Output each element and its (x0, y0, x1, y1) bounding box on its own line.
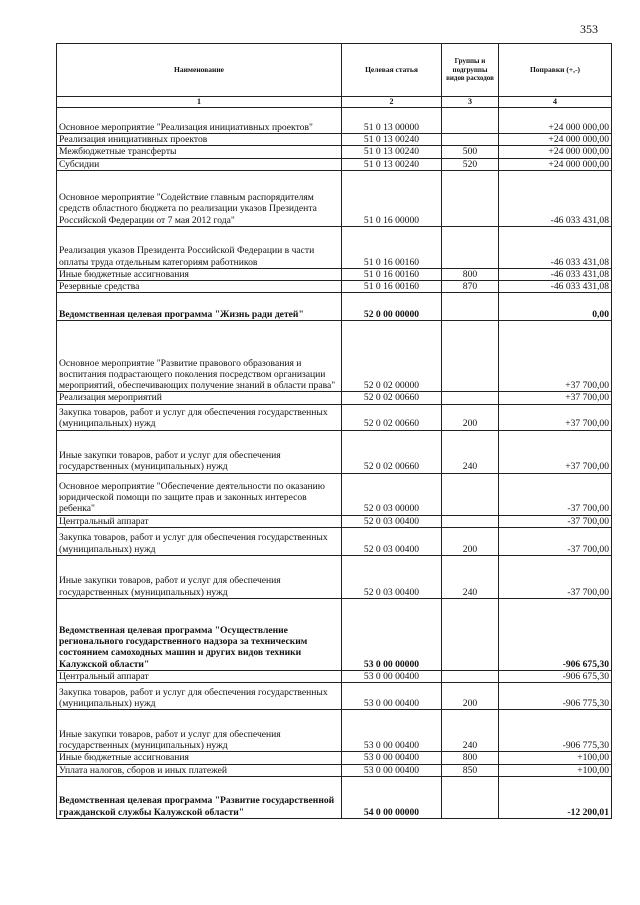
row-amendment-cell: +37 700,00 (499, 404, 612, 430)
row-target-article-cell: 52 0 03 00400 (342, 528, 442, 556)
row-expense-group-cell (442, 108, 499, 134)
row-expense-group-cell (442, 515, 499, 527)
row-expense-group-cell (442, 293, 499, 321)
row-target-article-cell: 51 0 13 00240 (342, 134, 442, 146)
row-target-article-cell: 53 0 00 00400 (342, 683, 442, 710)
row-expense-group-cell (442, 134, 499, 146)
row-name-cell: Основное мероприятие "Реализация инициативных проектов" (57, 108, 342, 134)
row-target-article-cell: 52 0 02 00660 (342, 392, 442, 404)
column-number: 2 (342, 97, 442, 108)
row-target-article-cell: 53 0 00 00400 (342, 752, 442, 764)
row-name-cell: Основное мероприятие "Обеспечение деятельности по оказанию юридической помощи по защите прав и законных интересов ребенка" (57, 473, 342, 515)
row-target-article-cell: 51 0 13 00240 (342, 146, 442, 158)
row-name-cell: Закупка товаров, работ и услуг для обеспечения государственных (муниципальных) нужд (57, 528, 342, 556)
table-row (57, 430, 612, 473)
budget-amendments-table (56, 43, 612, 819)
row-name-cell: Ведомственная целевая программа "Осуществление регионального государственного надзора за техническим состоянием самоходных машин и других видов техники Калужской области" (57, 599, 342, 671)
column-number: 4 (499, 97, 612, 108)
row-amendment-cell: -46 033 431,08 (499, 226, 612, 268)
row-amendment-cell: -37 700,00 (499, 528, 612, 556)
row-amendment-cell: -37 700,00 (499, 556, 612, 599)
row-target-article-cell: 51 0 13 00000 (342, 108, 442, 134)
row-name-cell: Центральный аппарат (57, 515, 342, 527)
row-amendment-cell: -906 675,30 (499, 599, 612, 671)
row-name-cell: Ведомственная целевая программа "Жизнь ради детей" (57, 293, 342, 321)
row-name-cell: Ведомственная целевая программа "Развитие государственной гражданской службы Калужской области" (57, 776, 342, 818)
table-row (57, 134, 612, 146)
row-name-cell: Основное мероприятие "Содействие главным распорядителям средств областного бюджета по реализации указов Президента Российской Федерации от 7 мая 2012 года" (57, 170, 342, 226)
row-expense-group-cell: 520 (442, 158, 499, 170)
row-amendment-cell: +37 700,00 (499, 430, 612, 473)
column-number-row (57, 97, 612, 108)
row-name-cell: Реализация указов Президента Российской Федерации в части оплаты труда отдельным категориям работников (57, 226, 342, 268)
row-target-article-cell: 52 0 02 00660 (342, 430, 442, 473)
row-target-article-cell: 53 0 00 00000 (342, 599, 442, 671)
row-target-article-cell: 51 0 16 00160 (342, 281, 442, 293)
row-expense-group-cell: 200 (442, 404, 499, 430)
row-amendment-cell: -46 033 431,08 (499, 281, 612, 293)
table-row (57, 473, 612, 515)
row-expense-group-cell: 200 (442, 683, 499, 710)
row-amendment-cell: -906 675,30 (499, 671, 612, 683)
row-name-cell: Центральный аппарат (57, 671, 342, 683)
row-expense-group-cell (442, 599, 499, 671)
row-name-cell: Реализация инициативных проектов (57, 134, 342, 146)
row-amendment-cell: -37 700,00 (499, 515, 612, 527)
row-amendment-cell: -46 033 431,08 (499, 268, 612, 280)
row-expense-group-cell: 870 (442, 281, 499, 293)
row-expense-group-cell (442, 473, 499, 515)
row-name-cell: Межбюджетные трансферты (57, 146, 342, 158)
row-amendment-cell: 0,00 (499, 293, 612, 321)
table-row (57, 515, 612, 527)
row-target-article-cell: 52 0 03 00400 (342, 515, 442, 527)
row-amendment-cell: +100,00 (499, 752, 612, 764)
row-name-cell: Резервные средства (57, 281, 342, 293)
table-row (57, 404, 612, 430)
row-target-article-cell: 52 0 03 00400 (342, 556, 442, 599)
header-amendments: Поправки (+,-) (499, 44, 612, 97)
row-expense-group-cell (442, 392, 499, 404)
row-expense-group-cell (442, 170, 499, 226)
row-name-cell: Иные закупки товаров, работ и услуг для обеспечения государственных (муниципальных) нужд (57, 710, 342, 752)
table-row (57, 158, 612, 170)
row-expense-group-cell: 240 (442, 556, 499, 599)
row-target-article-cell: 52 0 02 00000 (342, 321, 442, 392)
row-name-cell: Иные закупки товаров, работ и услуг для обеспечения государственных (муниципальных) нужд (57, 556, 342, 599)
row-amendment-cell: +24 000 000,00 (499, 134, 612, 146)
table-row (57, 170, 612, 226)
page-number: 353 (580, 22, 598, 36)
row-expense-group-cell: 240 (442, 430, 499, 473)
row-amendment-cell: +37 700,00 (499, 321, 612, 392)
row-target-article-cell: 53 0 00 00400 (342, 764, 442, 776)
row-target-article-cell: 53 0 00 00400 (342, 710, 442, 752)
table-row (57, 556, 612, 599)
header-name: Наименование (57, 44, 342, 97)
row-amendment-cell: -46 033 431,08 (499, 170, 612, 226)
row-name-cell: Иные бюджетные ассигнования (57, 268, 342, 280)
row-amendment-cell: +24 000 000,00 (499, 158, 612, 170)
row-expense-group-cell: 800 (442, 268, 499, 280)
row-name-cell: Закупка товаров, работ и услуг для обеспечения государственных (муниципальных) нужд (57, 404, 342, 430)
table-row (57, 671, 612, 683)
row-expense-group-cell: 500 (442, 146, 499, 158)
table-row (57, 683, 612, 710)
row-name-cell: Реализация мероприятий (57, 392, 342, 404)
row-target-article-cell: 54 0 00 00000 (342, 776, 442, 818)
row-expense-group-cell: 200 (442, 528, 499, 556)
row-amendment-cell: -906 775,30 (499, 683, 612, 710)
table-row (57, 528, 612, 556)
table-row (57, 710, 612, 752)
row-target-article-cell: 51 0 13 00240 (342, 158, 442, 170)
row-expense-group-cell (442, 671, 499, 683)
row-amendment-cell: -906 775,30 (499, 710, 612, 752)
table-row (57, 108, 612, 134)
row-amendment-cell: -12 200,01 (499, 776, 612, 818)
row-amendment-cell: -37 700,00 (499, 473, 612, 515)
row-name-cell: Закупка товаров, работ и услуг для обеспечения государственных (муниципальных) нужд (57, 683, 342, 710)
row-amendment-cell: +24 000 000,00 (499, 146, 612, 158)
row-amendment-cell: +24 000 000,00 (499, 108, 612, 134)
table-row (57, 226, 612, 268)
row-expense-group-cell (442, 226, 499, 268)
table-row (57, 146, 612, 158)
table-row (57, 776, 612, 818)
row-name-cell: Субсидии (57, 158, 342, 170)
column-number: 3 (442, 97, 499, 108)
row-expense-group-cell (442, 776, 499, 818)
table-header-row (57, 44, 612, 97)
table-row (57, 752, 612, 764)
table-row (57, 764, 612, 776)
row-target-article-cell: 52 0 02 00660 (342, 404, 442, 430)
table-row (57, 281, 612, 293)
column-number: 1 (57, 97, 342, 108)
table-row (57, 599, 612, 671)
row-expense-group-cell: 800 (442, 752, 499, 764)
table-row (57, 321, 612, 392)
row-expense-group-cell: 240 (442, 710, 499, 752)
header-expense-groups: Группы и подгруппы видов расходов (442, 44, 499, 97)
row-name-cell: Уплата налогов, сборов и иных платежей (57, 764, 342, 776)
row-name-cell: Иные бюджетные ассигнования (57, 752, 342, 764)
table-row (57, 392, 612, 404)
row-expense-group-cell (442, 321, 499, 392)
row-amendment-cell: +37 700,00 (499, 392, 612, 404)
row-target-article-cell: 52 0 03 00000 (342, 473, 442, 515)
table-row (57, 268, 612, 280)
row-target-article-cell: 51 0 16 00000 (342, 170, 442, 226)
row-name-cell: Основное мероприятие "Развитие правового образования и воспитания подрастающего поколения посредством организации мероприятий, обеспечивающих получение знаний в области права" (57, 321, 342, 392)
table-body (57, 108, 612, 819)
row-name-cell: Иные закупки товаров, работ и услуг для обеспечения государственных (муниципальных) нужд (57, 430, 342, 473)
row-target-article-cell: 51 0 16 00160 (342, 226, 442, 268)
header-target-article: Целевая статья (342, 44, 442, 97)
row-target-article-cell: 53 0 00 00400 (342, 671, 442, 683)
row-amendment-cell: +100,00 (499, 764, 612, 776)
table-row (57, 293, 612, 321)
row-target-article-cell: 52 0 00 00000 (342, 293, 442, 321)
row-target-article-cell: 51 0 16 00160 (342, 268, 442, 280)
row-expense-group-cell: 850 (442, 764, 499, 776)
